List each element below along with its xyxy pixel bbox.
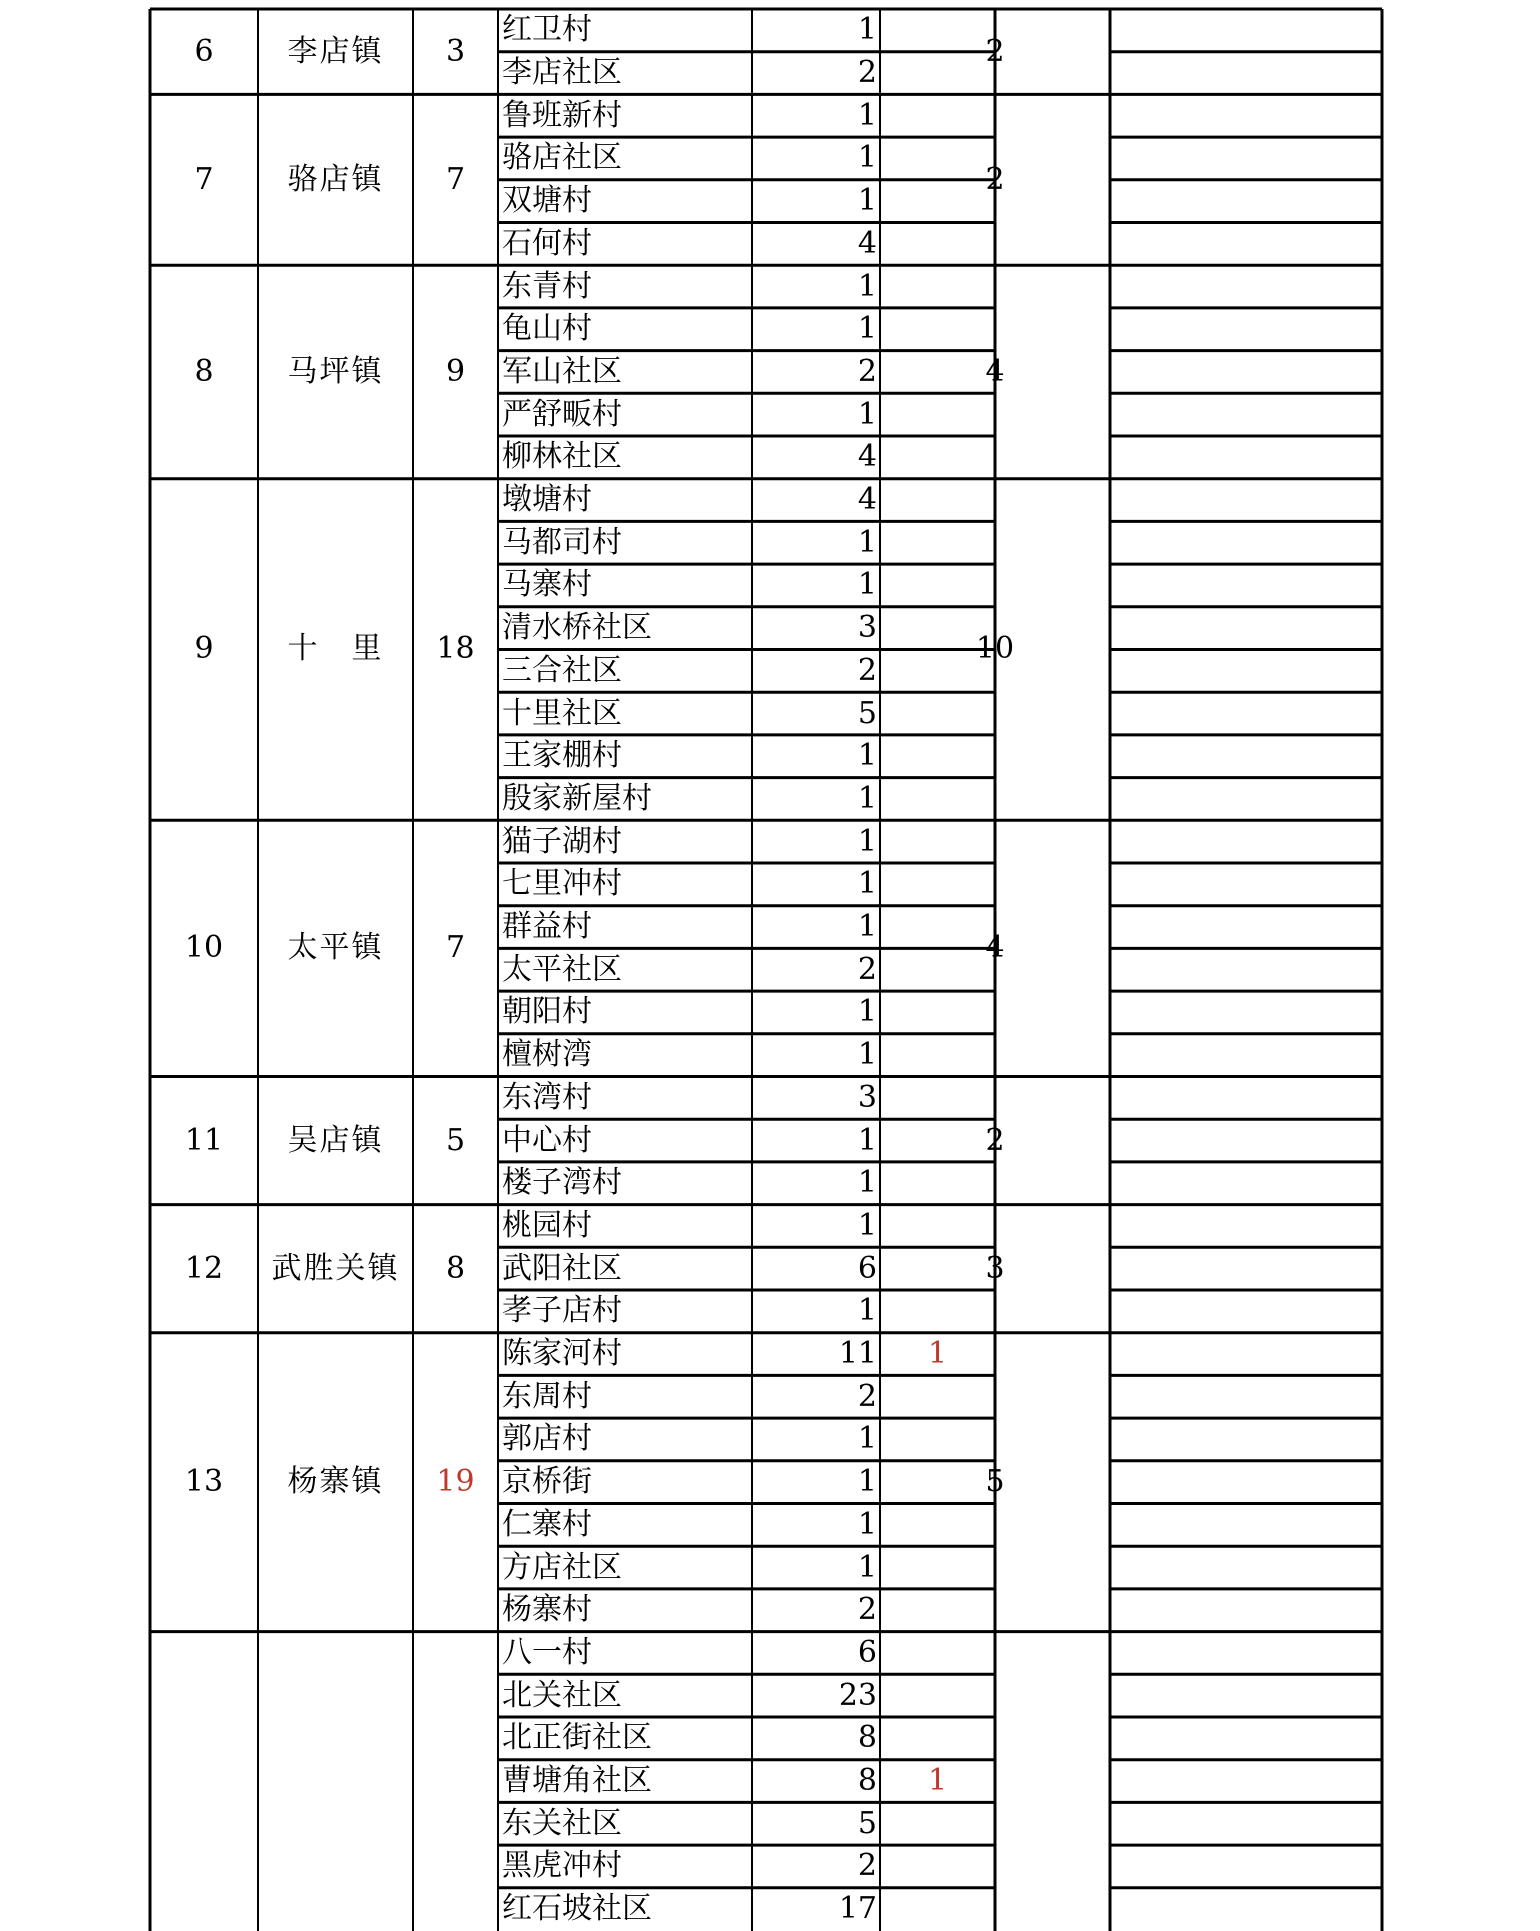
town-count: 18 (436, 631, 475, 667)
group-number (150, 1632, 258, 1931)
village-extra (880, 991, 995, 1034)
village-value: 6 (857, 1250, 877, 1286)
village-name: 楼子湾村 (502, 1165, 622, 1201)
village-value: 8 (857, 1763, 877, 1799)
village-name: 曹塘角社区 (502, 1763, 652, 1799)
village-extra (880, 1034, 995, 1077)
village-extra (880, 735, 995, 778)
group-number: 8 (194, 353, 214, 389)
village-value: 1 (857, 1037, 877, 1073)
village-value: 1 (857, 97, 877, 133)
village-value: 17 (838, 1891, 877, 1927)
village-name: 北关社区 (502, 1677, 622, 1713)
village-extra (880, 1504, 995, 1547)
village-name: 军山社区 (502, 353, 622, 389)
village-name: 八一村 (502, 1634, 592, 1670)
village-extra: 1 (927, 1763, 948, 1799)
village-name: 东湾村 (502, 1079, 592, 1115)
village-value: 1 (857, 1165, 877, 1201)
town-count: 9 (445, 353, 466, 389)
village-name: 石何村 (502, 225, 592, 261)
village-extra (880, 1461, 995, 1504)
village-name: 东关社区 (502, 1805, 622, 1841)
village-value: 5 (857, 695, 877, 731)
village-value: 1 (857, 1207, 877, 1243)
town-count: 5 (445, 1122, 466, 1158)
village-extra (880, 650, 995, 693)
town-count: 19 (436, 1464, 475, 1500)
group-number: 6 (194, 33, 214, 69)
group-number: 9 (194, 631, 214, 667)
village-extra (880, 1247, 995, 1290)
town-name: 武胜关镇 (271, 1250, 400, 1286)
village-name: 方店社区 (502, 1549, 622, 1585)
village-name: 十里社区 (502, 695, 622, 731)
village-extra (880, 692, 995, 735)
village-extra (880, 479, 995, 522)
village-value: 1 (857, 823, 877, 859)
village-name: 严舒畈村 (502, 396, 622, 432)
village-value: 5 (857, 1805, 877, 1841)
town-summary: 3 (985, 1250, 1005, 1286)
village-value: 1 (857, 1549, 877, 1585)
village-extra (880, 436, 995, 479)
village-value: 1 (857, 866, 877, 902)
town-name: 李店镇 (287, 33, 384, 69)
town-summary: 2 (985, 161, 1005, 197)
village-extra (880, 1802, 995, 1845)
village-extra: 1 (927, 1336, 948, 1372)
village-extra (880, 564, 995, 607)
village-value: 23 (838, 1677, 877, 1713)
village-extra (880, 1375, 995, 1418)
village-value: 1 (857, 1464, 877, 1500)
village-name: 鲁班新村 (502, 97, 622, 133)
village-value: 1 (857, 780, 877, 816)
town-name: 骆店镇 (287, 161, 384, 197)
village-extra (880, 607, 995, 650)
village-extra (880, 308, 995, 351)
village-value: 4 (857, 439, 877, 475)
town-count (413, 1632, 498, 1931)
village-extra (880, 1205, 995, 1248)
village-value: 1 (857, 311, 877, 347)
town-name: 十 里 (287, 631, 384, 667)
group-number: 10 (184, 930, 224, 966)
village-value: 1 (857, 1421, 877, 1457)
village-value: 3 (857, 1079, 877, 1115)
village-name: 双塘村 (502, 183, 592, 219)
village-value: 1 (857, 1293, 877, 1329)
village-value: 1 (857, 140, 877, 176)
village-name: 红卫村 (502, 12, 592, 48)
town-summary: 4 (985, 353, 1005, 389)
village-value: 4 (857, 482, 877, 518)
village-name: 郭店村 (502, 1421, 592, 1457)
village-name: 殷家新屋村 (502, 780, 652, 816)
village-extra (880, 351, 995, 394)
village-name: 太平社区 (502, 951, 622, 987)
village-extra (880, 1845, 995, 1888)
village-name: 东青村 (502, 268, 592, 304)
village-name: 杨寨村 (502, 1592, 592, 1628)
village-extra (880, 1119, 995, 1162)
village-value: 1 (857, 567, 877, 603)
village-name: 群益村 (502, 909, 592, 945)
town-summary: 4 (985, 930, 1005, 966)
town-summary: 2 (985, 1122, 1005, 1158)
village-value: 1 (857, 994, 877, 1030)
group-number: 12 (184, 1250, 224, 1286)
village-extra (880, 1674, 995, 1717)
town-name: 马坪镇 (287, 353, 384, 389)
village-name: 龟山村 (502, 311, 592, 347)
village-extra (880, 1717, 995, 1760)
village-name: 武阳社区 (502, 1250, 622, 1286)
town-name: 太平镇 (287, 930, 384, 966)
village-name: 骆店社区 (502, 140, 622, 176)
village-name: 京桥街 (502, 1464, 592, 1500)
village-value: 2 (857, 951, 877, 987)
village-extra (880, 1888, 995, 1931)
village-value: 4 (857, 225, 877, 261)
village-extra (880, 137, 995, 180)
village-name: 李店社区 (502, 55, 622, 91)
village-name: 马寨村 (502, 567, 592, 603)
village-value: 1 (857, 183, 877, 219)
village-name: 孝子店村 (502, 1293, 622, 1329)
group-number: 7 (194, 161, 214, 197)
village-value: 3 (857, 610, 877, 646)
town-name (258, 1632, 413, 1931)
group-number: 11 (184, 1122, 224, 1158)
village-extra (880, 778, 995, 821)
village-extra (880, 820, 995, 863)
village-name: 王家棚村 (502, 738, 622, 774)
village-value: 1 (857, 524, 877, 560)
village-name: 北正街社区 (502, 1720, 652, 1756)
village-name: 七里冲村 (502, 866, 622, 902)
village-extra (880, 863, 995, 906)
village-value: 6 (857, 1634, 877, 1670)
village-value: 11 (838, 1336, 877, 1372)
village-value: 1 (857, 1122, 877, 1158)
town-count: 8 (445, 1250, 466, 1286)
village-value: 1 (857, 1506, 877, 1542)
town-summary: 2 (985, 33, 1005, 69)
village-extra (880, 265, 995, 308)
village-name: 东周村 (502, 1378, 592, 1414)
village-name: 清水桥社区 (502, 610, 652, 646)
village-extra (880, 1632, 995, 1675)
group-number: 13 (184, 1464, 224, 1500)
village-value: 2 (857, 1848, 877, 1884)
town-summary: 10 (975, 631, 1015, 667)
village-name: 猫子湖村 (502, 823, 622, 859)
village-name: 陈家河村 (502, 1336, 622, 1372)
town-name: 杨寨镇 (287, 1464, 384, 1500)
village-extra (880, 9, 995, 52)
village-value: 1 (857, 909, 877, 945)
village-name: 仁寨村 (502, 1506, 592, 1542)
town-summary: 5 (985, 1464, 1005, 1500)
village-extra (880, 52, 995, 95)
village-extra (880, 1290, 995, 1333)
village-value: 2 (857, 353, 877, 389)
town-count: 3 (445, 33, 466, 69)
village-extra (880, 1418, 995, 1461)
town-name: 吴店镇 (287, 1122, 384, 1158)
village-value: 1 (857, 268, 877, 304)
village-name: 朝阳村 (502, 994, 592, 1030)
village-name: 中心村 (502, 1122, 592, 1158)
village-value: 1 (857, 396, 877, 432)
village-extra (880, 223, 995, 266)
town-count: 7 (445, 930, 466, 966)
village-value: 2 (857, 1378, 877, 1414)
village-name: 檀树湾 (502, 1037, 592, 1073)
village-extra (880, 393, 995, 436)
village-name: 黑虎冲村 (502, 1848, 622, 1884)
village-value: 1 (857, 12, 877, 48)
village-extra (880, 1162, 995, 1205)
village-value: 1 (857, 738, 877, 774)
village-name: 马都司村 (502, 524, 622, 560)
village-extra (880, 1589, 995, 1632)
village-value: 2 (857, 55, 877, 91)
village-name: 桃园村 (502, 1207, 592, 1243)
village-extra (880, 1077, 995, 1120)
village-extra (880, 94, 995, 137)
village-name: 柳林社区 (502, 439, 622, 475)
village-extra (880, 906, 995, 949)
village-extra (880, 521, 995, 564)
village-extra (880, 180, 995, 223)
village-name: 三合社区 (502, 652, 622, 688)
village-extra (880, 948, 995, 991)
village-value: 2 (857, 1592, 877, 1628)
village-extra (880, 1546, 995, 1589)
village-name: 红石坡社区 (502, 1891, 652, 1927)
village-value: 2 (857, 652, 877, 688)
village-value: 8 (857, 1720, 877, 1756)
village-name: 墩塘村 (502, 482, 592, 518)
town-count: 7 (445, 161, 466, 197)
